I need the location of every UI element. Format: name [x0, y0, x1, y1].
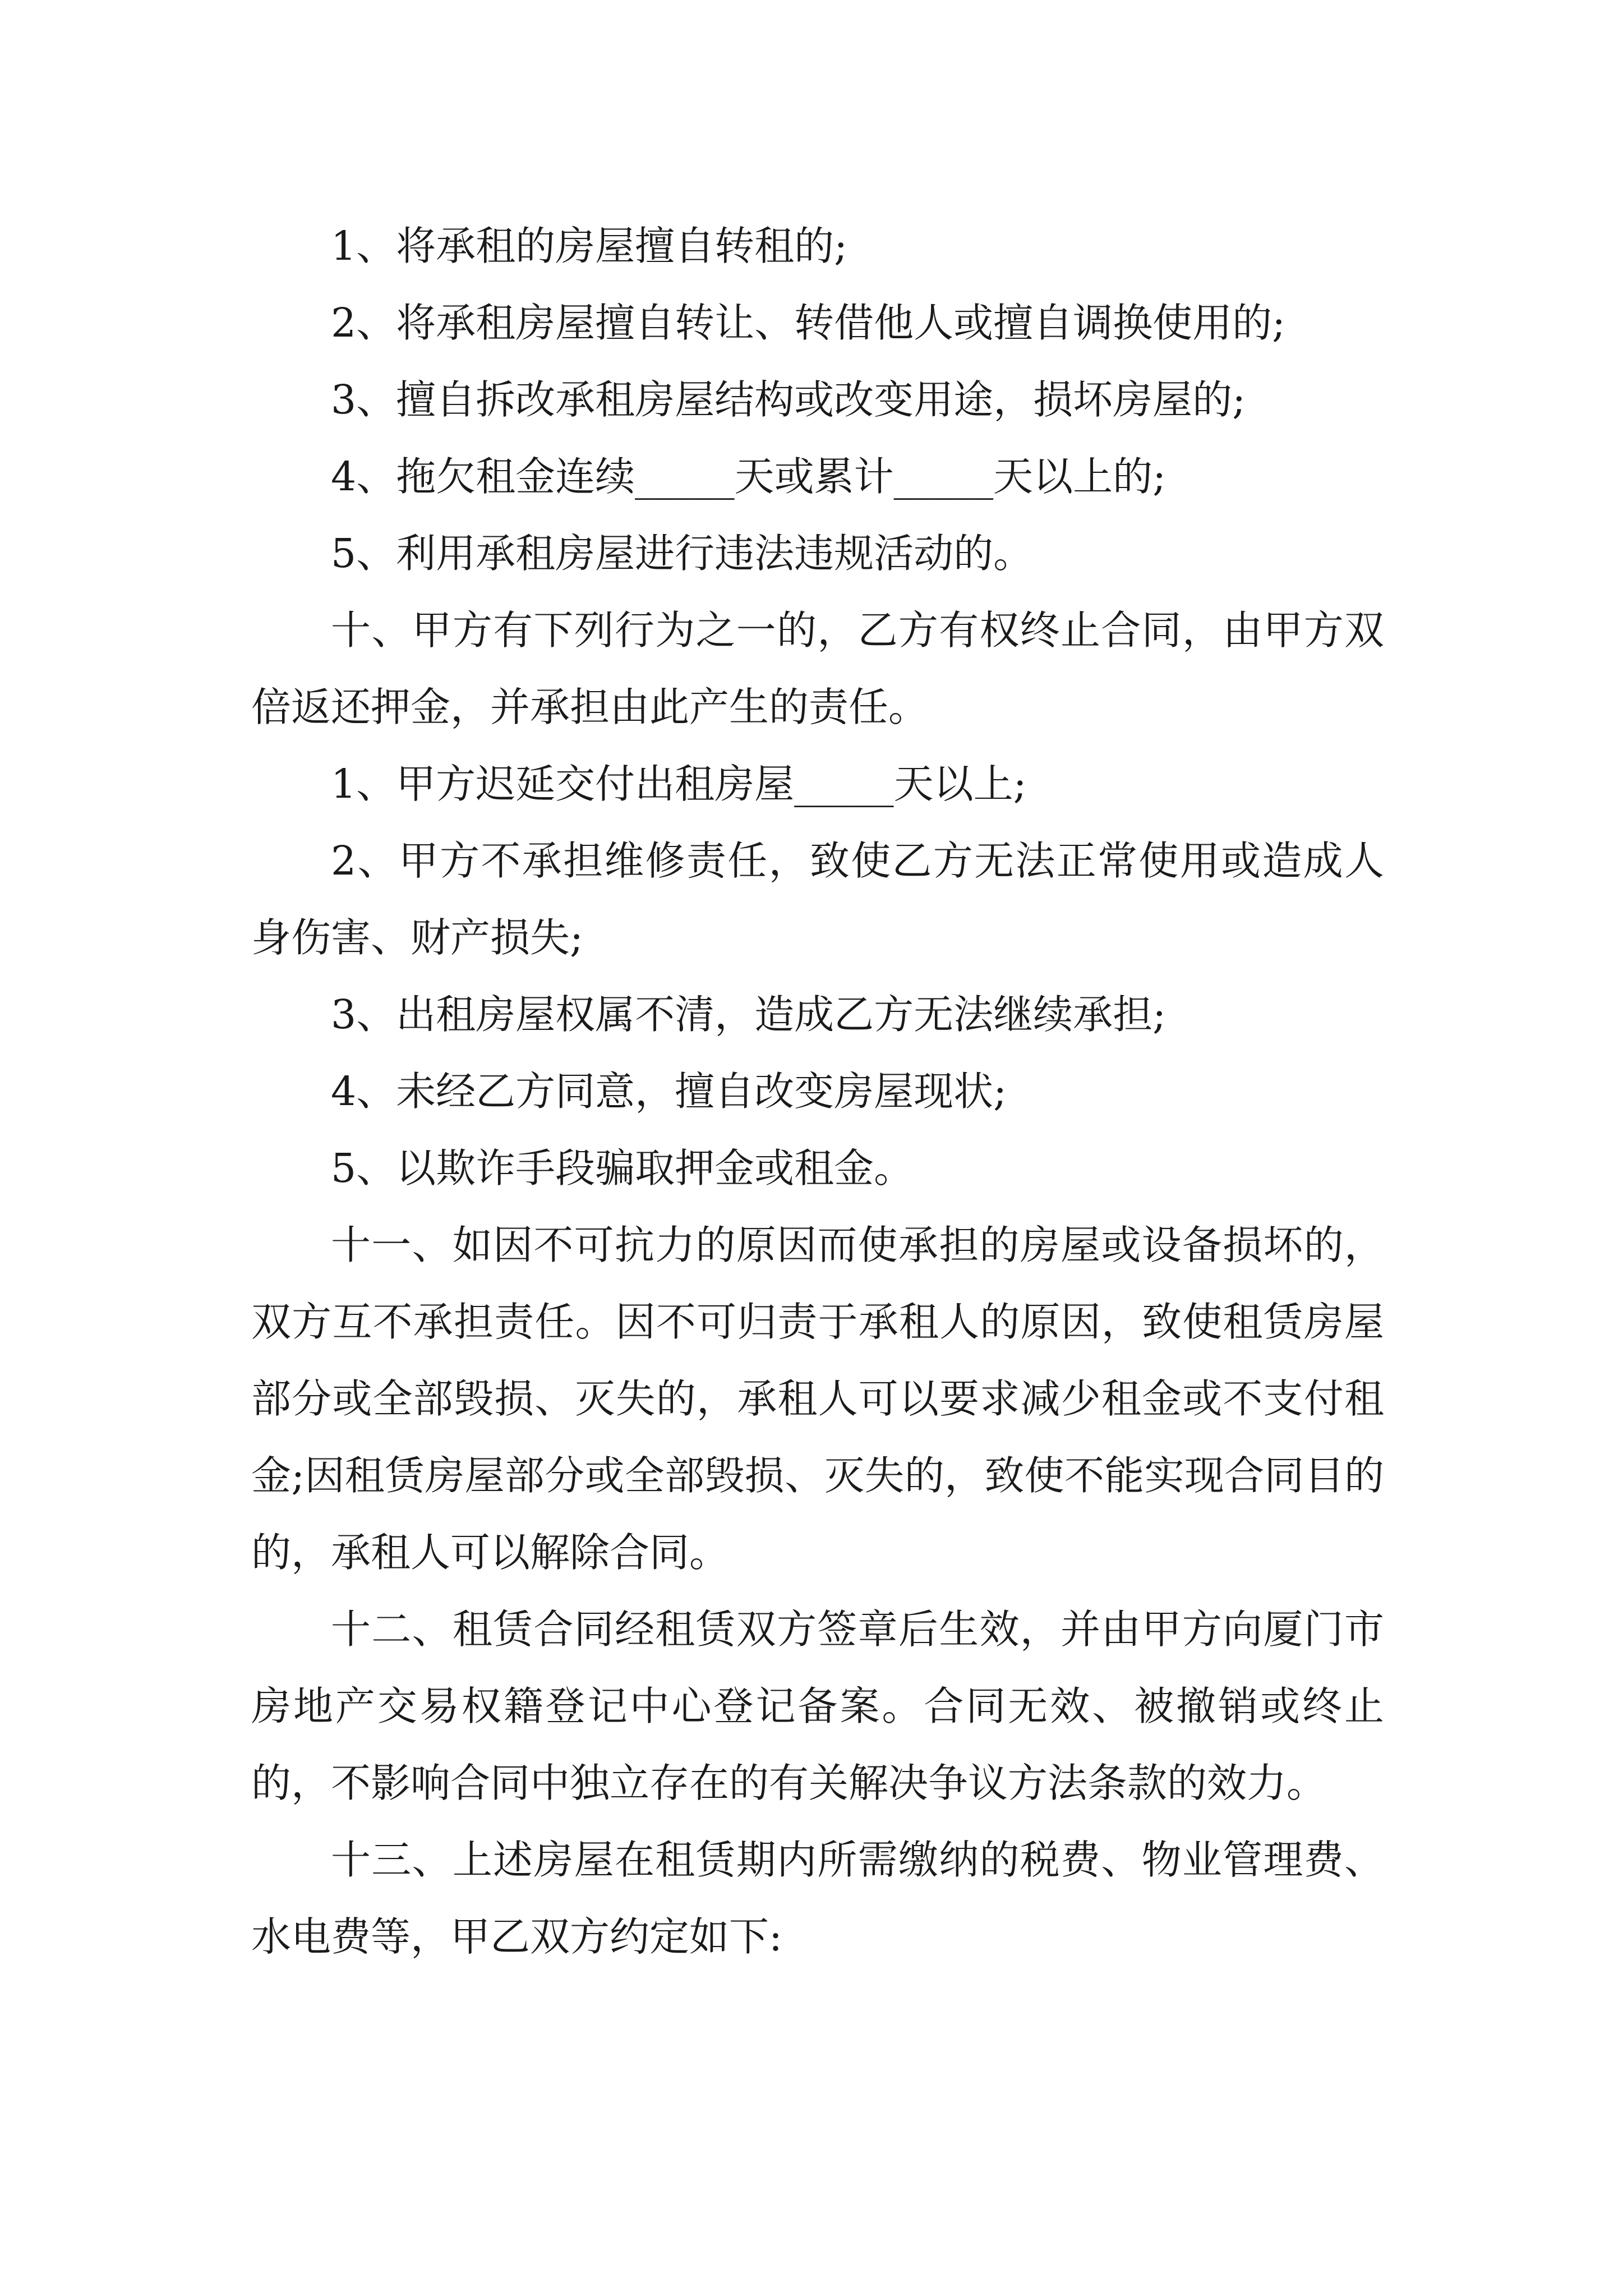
paragraph-item-10-3: 3、出租房屋权属不清，造成乙方无法继续承担; — [331, 991, 1166, 1038]
paragraph-item-2: 2、将承租房屋擅自转让、转借他人或擅自调换使用的; — [331, 300, 1286, 346]
paragraph-item-1: 1、将承租的房屋擅自转租的; — [331, 223, 848, 269]
paragraph-clause-13: 十三、上述房屋在租赁期内所需缴纳的税费、物业管理费、水电费等，甲乙双方约定如下: — [251, 1837, 1384, 1960]
document-body — [251, 208, 1384, 1975]
paragraph-item-10-2: 2、甲方不承担维修责任，致使乙方无法正常使用或造成人身伤害、财产损失; — [251, 838, 1384, 961]
paragraph-clause-12: 十二、租赁合同经租赁双方签章后生效，并由甲方向厦门市房地产交易权籍登记中心登记备案。合同无效、被撤销或终止的，不影响合同中独立存在的有关解决争议方法条款的效力。 — [251, 1606, 1384, 1806]
paragraph-item-10-5: 5、以欺诈手段骗取押金或租金。 — [331, 1145, 914, 1191]
paragraph-item-10-4: 4、未经乙方同意，擅自改变房屋现状; — [331, 1068, 1007, 1115]
paragraph-clause-10: 十、甲方有下列行为之一的，乙方有权终止合同，由甲方双倍返还押金，并承担由此产生的责任。 — [251, 607, 1384, 730]
paragraph-item-4: 4、拖欠租金连续_____天或累计_____天以上的; — [331, 453, 1166, 500]
paragraph-clause-11: 十一、如因不可抗力的原因而使承担的房屋或设备损坏的，双方互不承担责任。因不可归责于承租人的原因，致使租赁房屋部分或全部毁损、灭失的，承租人可以要求减少租金或不支付租金;因租赁房屋部分或全部毁损、灭失的，致使不能实现合同目的的，承租人可以解除合同。 — [251, 1222, 1384, 1576]
paragraph-item-10-1: 1、甲方迟延交付出租房屋_____天以上; — [331, 761, 1027, 807]
paragraph-item-5: 5、利用承租房屋进行违法违规活动的。 — [331, 530, 1034, 577]
paragraph-item-3: 3、擅自拆改承租房屋结构或改变用途，损坏房屋的; — [331, 376, 1246, 423]
